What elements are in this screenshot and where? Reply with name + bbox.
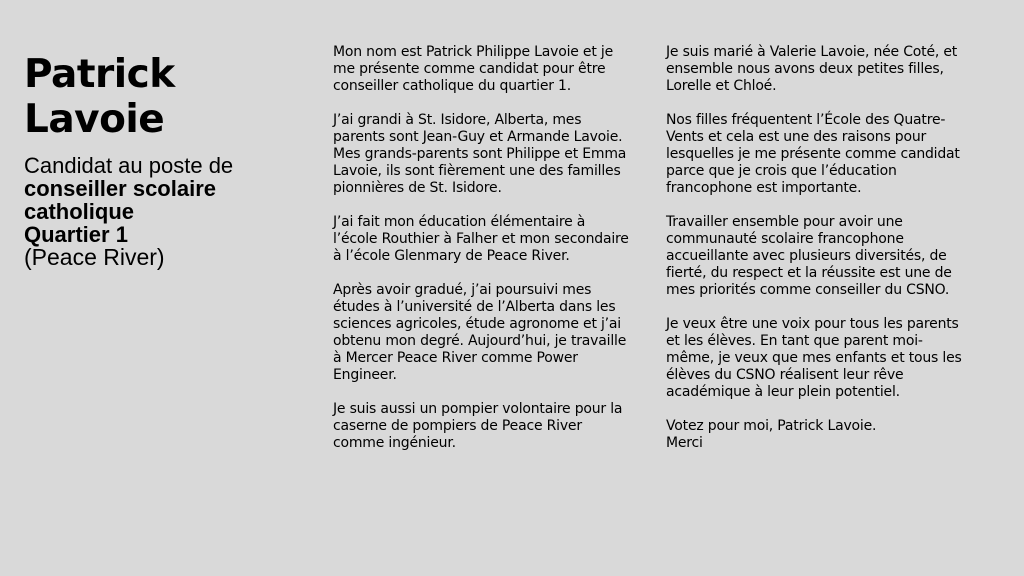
bio-paragraph: Travailler ensemble pour avoir une communauté scolaire francophone accueillante avec plusieurs diversités, de fierté, du respect et la réussite est une de mes priorités comme conseiller du CSNO. <box>666 214 952 298</box>
bio-paragraph: J’ai fait mon éducation élémentaire à l’école Routhier à Falher et mon secondaire à l’école Glenmary de Peace River. <box>333 214 629 264</box>
bio-paragraph: Je suis marié à Valerie Lavoie, née Coté, et ensemble nous avons deux petites filles, Lorelle et Chloé. <box>666 44 958 94</box>
candidate-subtitle <box>24 154 304 269</box>
candidate-first-name: Patrick <box>24 52 175 97</box>
subtitle-line-1: Candidat au poste de <box>24 153 234 178</box>
subtitle-line-2: conseiller scolaire <box>24 176 216 201</box>
subtitle-line-5: (Peace River) <box>24 244 165 270</box>
subtitle-line-4: Quartier 1 <box>24 222 128 247</box>
candidate-last-name: Lavoie <box>24 97 165 142</box>
bio-paragraph: J’ai grandi à St. Isidore, Alberta, mes parents sont Jean-Guy et Armande Lavoie. Mes grands-parents sont Philippe et Emma Lavoie, ils sont fièrement une des familles pionnières de St. Isidore. <box>333 112 627 196</box>
biography-column-2 <box>666 44 966 452</box>
bio-paragraph: Je suis aussi un pompier volontaire pour la caserne de pompiers de Peace River comme ingénieur. <box>333 401 623 451</box>
bio-paragraph: Je veux être une voix pour tous les parents et les élèves. En tant que parent moi-même, je veux que mes enfants et tous les élèves du CSNO réalisent leur rêve académique à leur plein potentiel. <box>666 316 962 400</box>
closing-line-thanks: Merci <box>666 435 703 451</box>
subtitle-line-3: catholique <box>24 199 135 224</box>
candidate-header <box>24 52 304 269</box>
biography-column-1 <box>333 44 633 469</box>
bio-paragraph: Mon nom est Patrick Philippe Lavoie et je me présente comme candidat pour être conseiller catholique du quartier 1. <box>333 44 613 94</box>
bio-paragraph: Après avoir gradué, j’ai poursuivi mes études à l’université de l’Alberta dans les sciences agricoles, étude agronome et j’ai obtenu mon degré. Aujourd’hui, je travaille à Mercer Peace River comme Power Engineer. <box>333 282 627 383</box>
bio-paragraph: Nos filles fréquentent l’École des Quatre-Vents et cela est une des raisons pour lesquelles je me présente comme candidat parce que je crois que l’éducation francophone est importante. <box>666 112 960 196</box>
closing-line-vote: Votez pour moi, Patrick Lavoie. <box>666 418 877 434</box>
